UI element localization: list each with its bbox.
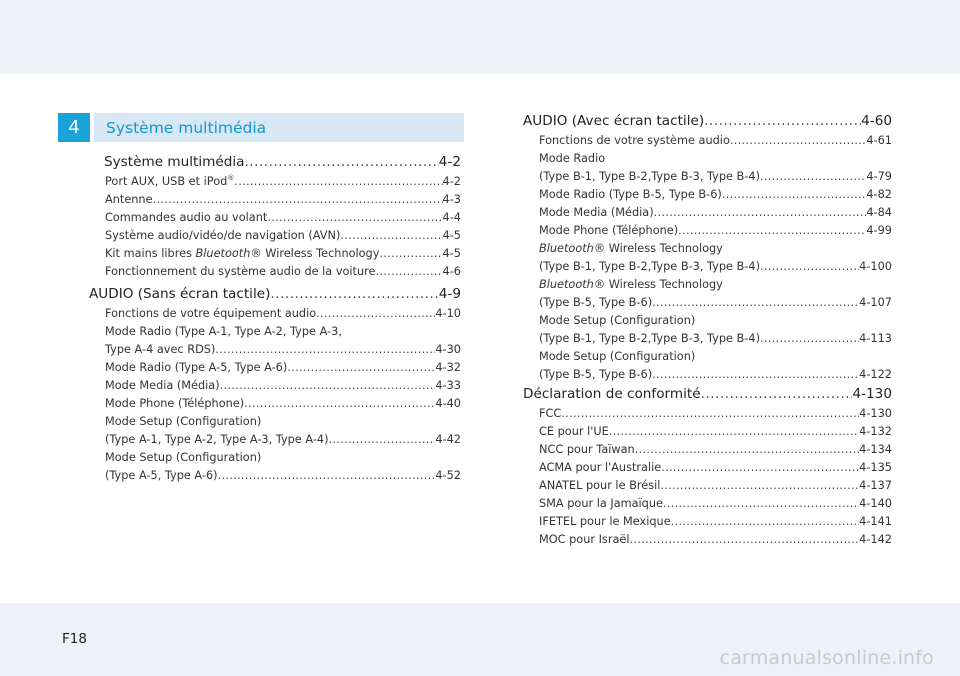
toc-item[interactable]: Fonctions de votre équipement audio ..... 4-10 [89, 305, 461, 323]
toc-item-line: Mode Setup (Configuration) [539, 350, 696, 363]
toc-item-line: Bluetooth® Wireless Technology [539, 278, 723, 291]
top-band [0, 0, 960, 74]
toc-item[interactable]: MOC pour Israël ..... 4-142 [523, 531, 892, 549]
toc-item[interactable]: Commandes audio au volant ..... 4-4 [89, 209, 461, 227]
toc-item[interactable]: Mode Media (Média) ..... 4-84 [523, 204, 892, 222]
toc-item[interactable]: (Type B-1, Type B-2,Type B-3, Type B-4) ..... 4-79 [523, 168, 892, 186]
toc-item[interactable]: (Type B-5, Type B-6) ..... 4-122 [523, 366, 892, 384]
toc-item[interactable]: Kit mains libres Bluetooth® Wireless Technology ..... 4-5 [89, 245, 461, 263]
toc-item-line: Mode Setup (Configuration) [105, 451, 262, 464]
toc-section-multimedia[interactable]: Système multimédia ..... 4-2 [89, 152, 461, 173]
toc-item[interactable]: CE pour l'UE ..... 4-132 [523, 423, 892, 441]
toc-item[interactable]: Mode Media (Média) ..... 4-33 [89, 377, 461, 395]
toc-item[interactable]: ANATEL pour le Brésil ..... 4-137 [523, 477, 892, 495]
toc-item[interactable]: Fonctionnement du système audio de la voiture ..... 4-6 [89, 263, 461, 281]
toc-item[interactable]: NCC pour Taïwan ..... 4-134 [523, 441, 892, 459]
toc-section-declaration[interactable]: Déclaration de conformité ..... 4-130 [523, 384, 892, 405]
toc-item[interactable]: Mode Phone (Téléphone) ..... 4-40 [89, 395, 461, 413]
toc-item[interactable]: Fonctions de votre système audio ..... 4-61 [523, 132, 892, 150]
chapter-title: Système multimédia [106, 118, 267, 137]
toc-item-line: Mode Setup (Configuration) [539, 314, 696, 327]
toc-item[interactable]: Type A-4 avec RDS) ..... 4-30 [89, 341, 461, 359]
toc-item[interactable]: Système audio/vidéo/de navigation (AVN) ..... 4-5 [89, 227, 461, 245]
chapter-title-bar [94, 113, 464, 142]
toc-section-audio-touch[interactable]: AUDIO (Avec écran tactile) ..... 4-60 [523, 111, 892, 132]
toc-item-line: Mode Radio (Type A-1, Type A-2, Type A-3, [105, 325, 342, 338]
toc-item[interactable]: Mode Radio (Type A-5, Type A-6) ..... 4-32 [89, 359, 461, 377]
toc-item[interactable]: (Type B-1, Type B-2,Type B-3, Type B-4) ..... 4-100 [523, 258, 892, 276]
chapter-number-badge [58, 113, 90, 142]
toc-item-line: Bluetooth® Wireless Technology [539, 242, 723, 255]
toc-right-column [523, 111, 892, 549]
toc-item[interactable]: FCC ..... 4-130 [523, 405, 892, 423]
toc-item[interactable]: (Type B-5, Type B-6) ..... 4-107 [523, 294, 892, 312]
toc-item[interactable]: (Type A-1, Type A-2, Type A-3, Type A-4) ..... 4-42 [89, 431, 461, 449]
toc-item[interactable]: (Type A-5, Type A-6) ..... 4-52 [89, 467, 461, 485]
watermark: carmanualsonline.info [719, 647, 934, 669]
toc-item[interactable]: (Type B-1, Type B-2,Type B-3, Type B-4) ..... 4-113 [523, 330, 892, 348]
page-number: F18 [62, 631, 87, 647]
chapter-number: 4 [68, 117, 80, 138]
toc-item[interactable]: IFETEL pour le Mexique ..... 4-141 [523, 513, 892, 531]
toc-item[interactable]: Port AUX, USB et iPod® ..... 4-2 [89, 173, 461, 191]
toc-item[interactable]: ACMA pour l'Australie ..... 4-135 [523, 459, 892, 477]
toc-item-line: Mode Radio [539, 152, 606, 165]
toc-item[interactable]: Mode Phone (Téléphone) ..... 4-99 [523, 222, 892, 240]
toc-item-line: Mode Setup (Configuration) [105, 415, 262, 428]
toc-item[interactable]: Antenne ..... 4-3 [89, 191, 461, 209]
toc-item[interactable]: Mode Radio (Type B-5, Type B-6) ..... 4-82 [523, 186, 892, 204]
toc-left-column [89, 152, 461, 485]
toc-item[interactable]: SMA pour la Jamaïque ..... 4-140 [523, 495, 892, 513]
toc-section-audio-no-touch[interactable]: AUDIO (Sans écran tactile) ..... 4-9 [89, 284, 461, 305]
